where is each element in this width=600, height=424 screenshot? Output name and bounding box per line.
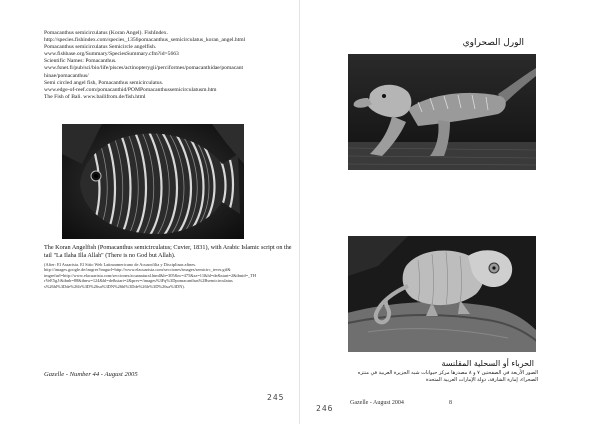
caption-source-line: imgrefurl=http://www.elacuarista.com/secciones/acuanatural.html&h=305&w=475&sz=11&hl=de&start=2&tbnid=_TH — [44, 272, 257, 278]
reference-line: hinae/pomacanthus/ — [44, 72, 89, 79]
reference-line: Scientific Names: Pomacanthus. — [44, 58, 117, 65]
monitor-lizard-title: الورل الصحراوي — [462, 38, 524, 48]
left-page-number: 245 — [267, 393, 285, 402]
chameleon-photo — [348, 236, 536, 352]
angelfish-photo — [62, 124, 244, 239]
reference-line: Pomacanthus semicirculatus (Koran Angel). FishIndex. — [44, 30, 168, 36]
monitor-lizard-photo — [348, 54, 536, 170]
reference-line: www.edge-of-reef.com/pomacanthid/POMPomacanthussemicirculatusm.htm — [44, 86, 217, 93]
angelfish-caption: The Koran Angelfish (Pomacanthus semicirculatus; Cuvier, 1831), with Arabic Islamic script on the tail "La Ilaha Illa Allah" (There is no God but Allah). — [44, 244, 292, 259]
right-page-number: 246 — [316, 404, 334, 413]
chameleon-caption-body: الصور الأربعة في الصفحتين ٧ و ٨ مصدرها مركز حيوانات شبه الجزيرة العربية في منتزه الصحراء، إمارة الشارقة، دولة الإمارات العربية المتحدة — [357, 370, 538, 383]
reference-list — [44, 30, 294, 101]
reference-line: Pomacanthus semicirculatus Semicircle angelfish. — [44, 44, 157, 51]
page-spine — [299, 0, 300, 424]
chameleon-caption-title: الحرباء أو السحلية المقلنسة — [441, 359, 534, 368]
reference-line: The Fish of Bali. www.bailifrom.de/fish.html — [44, 93, 146, 100]
caption-source-line: http://images.google.de/imgres?imgurl=http://www.elacuarista.com/secciones/images/semicirc_tever.gif& — [44, 267, 231, 273]
right-footer: Gazelle - August 2004 — [350, 400, 404, 406]
caption-source-line: rVeE5gJ:&tbnh=88&tbnw=124&hl=de&start=2&prev=/images%3Fq%3Dpomacanthus%2Bsemicirculatus — [44, 278, 233, 284]
caption-source-line: s%26hl%3Dde%26lr%3D%26sa%3DN%26hl%3Dde%26lr%3D%26sa%3DN). — [44, 283, 185, 289]
reference-line: www.fsnet.fi/pub/sci/bio/life/pisces/actinopterygii/perciformes/pomacanthidae/pomacant — [44, 65, 244, 72]
caption-source-line: (After: El Assarisia. El Sitio Web Latinoamericano de Acuarofilia y Disciplinas afines. — [44, 262, 197, 267]
angelfish-caption-source — [44, 262, 294, 289]
reference-line: http://species.fishindex.com/species_1356pomacanthus_semicirculatus_koran_angel.html — [44, 37, 246, 44]
right-footer-number: 8 — [449, 400, 452, 406]
reference-line: www.fishbase.org/Summary/SpeciesSummary.cfm?id=5663 — [44, 51, 179, 58]
reference-line: Semi circled angel fish, Pomacanthus semicirculatus. — [44, 79, 164, 86]
left-footer: Gazelle - Number 44 - August 2005 — [44, 371, 138, 378]
